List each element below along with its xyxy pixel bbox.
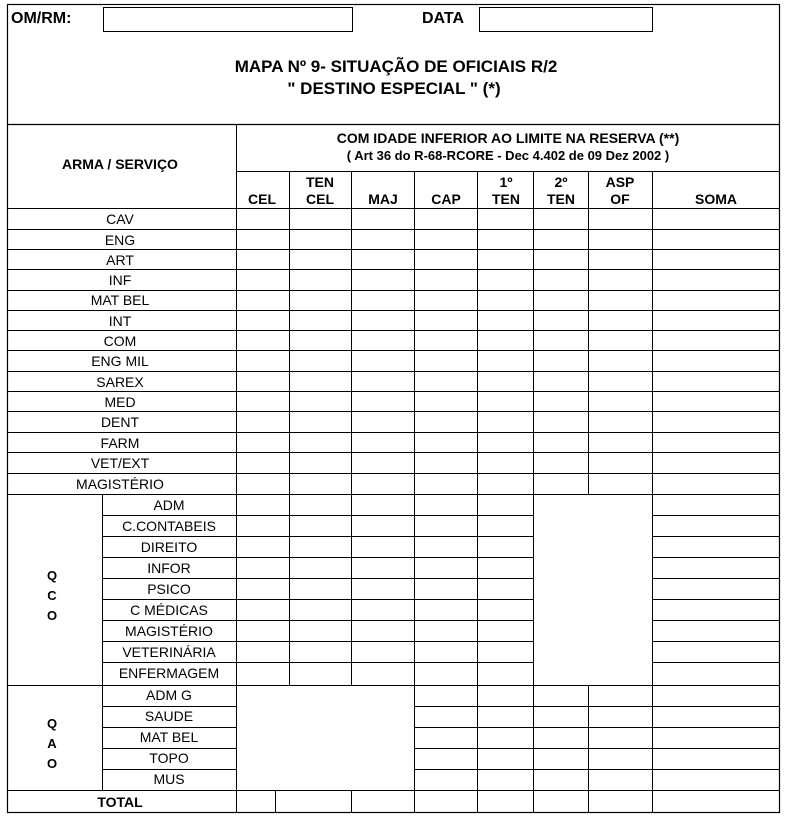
column-header — [368, 174, 398, 208]
column-header — [306, 174, 334, 208]
column-header-line1 — [695, 174, 737, 191]
qco-row-label: MAGISTÉRIO — [125, 623, 213, 639]
column-header-line2: OF — [610, 191, 630, 207]
row-label: INT — [108, 313, 132, 329]
qao-row-label: MAT BEL — [139, 729, 199, 745]
qao-row-label: MUS — [153, 771, 185, 787]
data-label: DATA — [422, 10, 465, 27]
qco-row-label: C.CONTABEIS — [122, 518, 216, 534]
column-header-line1: 2º — [554, 174, 568, 190]
column-header-line2: SOMA — [695, 191, 737, 207]
qco-row-label: ENFERMAGEM — [118, 665, 220, 681]
column-header-line1: TEN — [306, 174, 334, 190]
qco-row-label: INFOR — [147, 560, 191, 576]
column-header-line2: CEL — [306, 191, 334, 207]
row-label: ENG — [104, 232, 136, 248]
column-header — [492, 174, 520, 208]
column-header — [695, 174, 737, 208]
total-label: TOTAL — [97, 794, 143, 810]
column-header — [431, 174, 461, 208]
row-label: SAREX — [96, 374, 144, 390]
arma-servico-header: ARMA / SERVIÇO — [62, 156, 178, 172]
row-label: CAV — [106, 211, 134, 227]
row-label: MAGISTÉRIO — [76, 476, 164, 492]
group-header-line2: ( Art 36 do R-68-RCORE - Dec 4.402 de 09 Dez 2002 ) — [346, 148, 670, 163]
qao-label: Q A O — [46, 716, 58, 771]
page-subtitle: " DESTINO ESPECIAL " (*) — [287, 79, 501, 98]
row-label: DENT — [100, 414, 140, 430]
column-header — [248, 174, 276, 208]
row-label: MED — [104, 394, 136, 410]
qco-row-label: DIREITO — [140, 539, 198, 555]
column-header — [547, 174, 575, 208]
row-label: MAT BEL — [90, 292, 150, 308]
column-header-line1 — [431, 174, 461, 191]
row-label: COM — [103, 333, 137, 349]
data-field[interactable] — [479, 7, 652, 31]
qao-row-label: TOPO — [149, 750, 189, 766]
qco-label: Q C O — [46, 568, 58, 623]
column-header-line1 — [368, 174, 398, 191]
row-label: INF — [108, 272, 132, 288]
qco-row-label: VETERINÁRIA — [122, 644, 216, 660]
om-rm-field[interactable] — [103, 7, 352, 31]
column-header-line1: 1º — [499, 174, 513, 190]
page-title: MAPA Nº 9- SITUAÇÃO DE OFICIAIS R/2 — [234, 57, 558, 76]
qao-row-label: SAUDE — [144, 708, 194, 724]
column-header-line2: TEN — [492, 191, 520, 207]
om-rm-label: OM/RM: — [11, 10, 72, 27]
row-label: ENG MIL — [91, 353, 149, 369]
column-header-line1 — [248, 174, 276, 191]
group-header-line1: COM IDADE INFERIOR AO LIMITE NA RESERVA (**) — [336, 130, 680, 146]
qco-row-label: ADM — [153, 497, 185, 513]
qco-row-label: C MÉDICAS — [130, 602, 208, 618]
row-label: VET/EXT — [90, 455, 150, 471]
column-header-line1: ASP — [605, 174, 635, 190]
qao-row-label: ADM G — [146, 687, 192, 703]
qco-row-label: PSICO — [147, 581, 191, 597]
column-header-line2: TEN — [547, 191, 575, 207]
row-label: ART — [106, 252, 134, 268]
column-header-line2: CAP — [431, 191, 461, 207]
column-header-line2: MAJ — [368, 191, 398, 207]
column-header-line2: CEL — [248, 191, 276, 207]
row-label: FARM — [100, 435, 140, 451]
column-header — [606, 174, 635, 208]
